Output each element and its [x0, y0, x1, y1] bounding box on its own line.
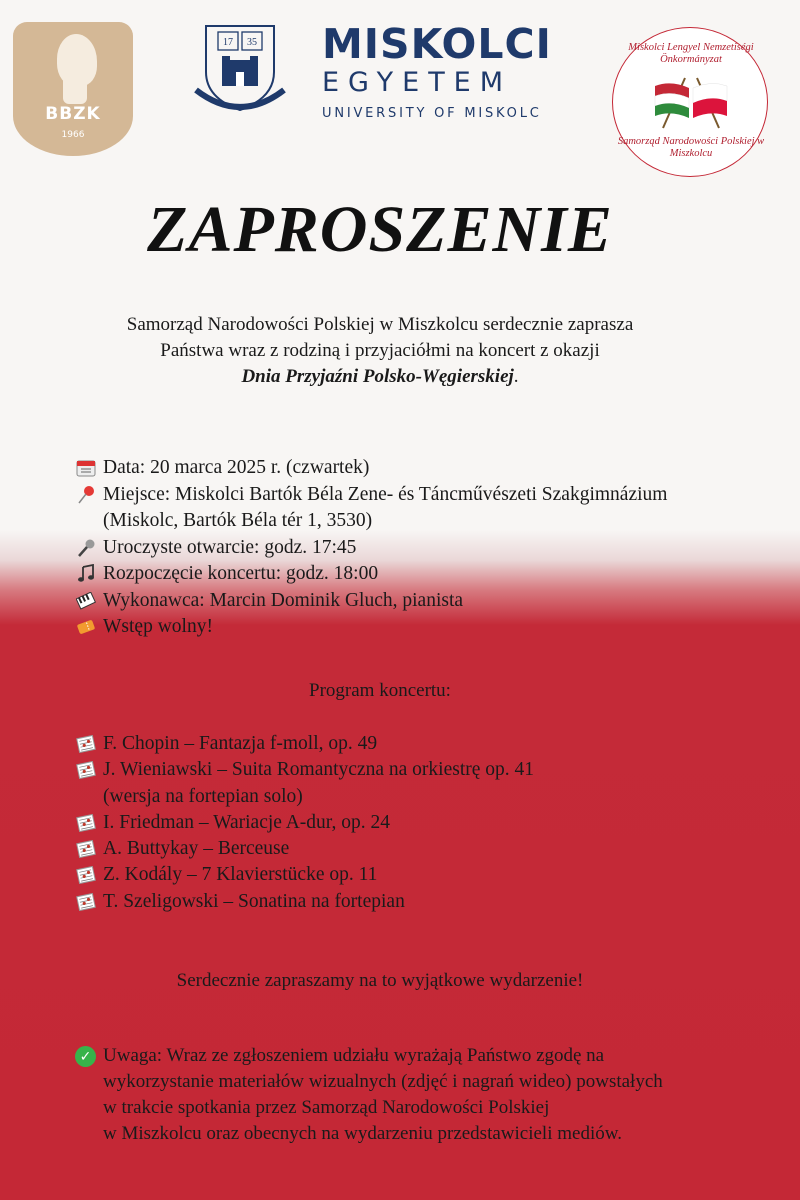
- intro-line: Samorząd Narodowości Polskiej w Miszkolcu serdecznie zaprasza: [126, 314, 634, 335]
- occasion-punctuation: .: [513, 366, 519, 387]
- program-item: [75, 810, 775, 836]
- note-row: [75, 1043, 755, 1147]
- bbzk-logo: [13, 22, 133, 156]
- music-notes-icon: [75, 564, 97, 584]
- detail-opening: [75, 535, 775, 562]
- logo-bar: [0, 0, 800, 190]
- sheet-music-icon: [75, 865, 97, 885]
- note-line: w Miszkolcu oraz obecnych na wydarzeniu przedstawicieli mediów.: [103, 1123, 622, 1144]
- university-name-english: UNIVERSITY OF MISKOLC: [322, 106, 542, 121]
- program-item: [75, 836, 775, 862]
- intro-text: [60, 312, 700, 390]
- consent-note: [75, 1043, 755, 1147]
- university-seal-icon: [188, 20, 292, 116]
- piano-keys-icon: [75, 591, 97, 611]
- pushpin-icon: [75, 485, 97, 505]
- gov-name-hungarian: Miskolci Lengyel Nemzetiségi Önkormányzat: [628, 42, 754, 65]
- check-mark-icon: ✓: [75, 1046, 96, 1067]
- occasion-name: Dnia Przyjaźni Polsko-Węgierskiej: [241, 366, 514, 387]
- note-line: w trakcie spotkania przez Samorząd Narodowości Polskiej: [103, 1097, 550, 1118]
- performer-text: Wykonawca: Marcin Dominik Gluch, pianista: [103, 589, 464, 611]
- sheet-music-icon: [75, 839, 97, 859]
- note-body: [103, 1043, 755, 1147]
- sheet-music-icon: [75, 760, 97, 780]
- program-item: [75, 757, 775, 783]
- microphone-icon: [75, 538, 97, 558]
- place-address: (Miskolc, Bartók Béla tér 1, 3530): [103, 510, 373, 531]
- program-item-text: J. Wieniawski – Suita Romantyczna na orkiestrę op. 41: [103, 759, 535, 781]
- date-text: Data: 20 marca 2025 r. (czwartek): [103, 457, 370, 478]
- detail-date: [75, 455, 775, 482]
- ticket-icon: [75, 617, 97, 637]
- program-heading: Program koncertu:: [309, 680, 451, 701]
- sheet-music-icon: [75, 813, 97, 833]
- detail-place: [75, 482, 775, 509]
- university-logo: [322, 22, 562, 121]
- detail-concert-start: [75, 561, 775, 588]
- university-name-line2: EGYETEM: [322, 67, 513, 98]
- closing-text: Serdecznie zapraszamy na to wyjątkowe wydarzenie!: [176, 970, 584, 991]
- bbzk-year: 1966: [61, 130, 85, 140]
- intro-line: Państwa wraz z rodziną i przyjaciółmi na koncert z okazji: [160, 340, 600, 361]
- crossed-flags-icon: [649, 74, 733, 130]
- program-list: [75, 731, 775, 915]
- program-item-text: F. Chopin – Fantazja f-moll, op. 49: [103, 733, 378, 754]
- head-silhouette-icon: [57, 34, 97, 86]
- note-line: Uwaga: Wraz ze zgłoszeniem udziału wyrażają Państwo zgodę na: [103, 1045, 605, 1066]
- page-title: ZAPROSZENIE: [147, 193, 613, 266]
- program-item: [75, 731, 775, 757]
- detail-entry: [75, 614, 775, 641]
- program-item: [75, 889, 775, 915]
- polish-self-government-logo: [612, 27, 768, 177]
- seal-left-number: 17: [223, 37, 233, 48]
- intro-line-occasion: [60, 364, 700, 390]
- opening-text: Uroczyste otwarcie: godz. 17:45: [103, 536, 357, 558]
- seal-right-number: 35: [247, 37, 257, 48]
- program-item-text: T. Szeligowski – Sonatina na fortepian: [103, 890, 405, 912]
- university-name-line1: MISKOLCI: [322, 20, 552, 68]
- note-line: wykorzystanie materiałów wizualnych (zdjęć i nagrań wideo) powstałych: [103, 1071, 663, 1092]
- sheet-music-icon: [75, 734, 97, 754]
- place-text: Miejsce: Miskolci Bartók Béla Zene- és Táncművészeti Szakgimnázium: [103, 483, 668, 505]
- detail-performer: [75, 588, 775, 615]
- neck-shape: [63, 80, 87, 104]
- gov-name-polish: Samorząd Narodowości Polskiej w Miszkolcu: [617, 136, 765, 159]
- calendar-icon: [75, 458, 97, 478]
- program-item-text: A. Buttykay – Berceuse: [103, 838, 290, 860]
- program-item: [75, 862, 775, 888]
- program-item-text: I. Friedman – Wariacje A-dur, op. 24: [103, 811, 391, 833]
- entry-text: Wstęp wolny!: [103, 616, 213, 637]
- bbzk-name: BBZK: [45, 104, 101, 124]
- program-item-note: (wersja na fortepian solo): [103, 785, 303, 807]
- concert-start-text: Rozpoczęcie koncertu: godz. 18:00: [103, 563, 379, 584]
- sheet-music-icon: [75, 892, 97, 912]
- event-details: [75, 455, 775, 641]
- program-item-text: Z. Kodály – 7 Klavierstücke op. 11: [103, 864, 378, 886]
